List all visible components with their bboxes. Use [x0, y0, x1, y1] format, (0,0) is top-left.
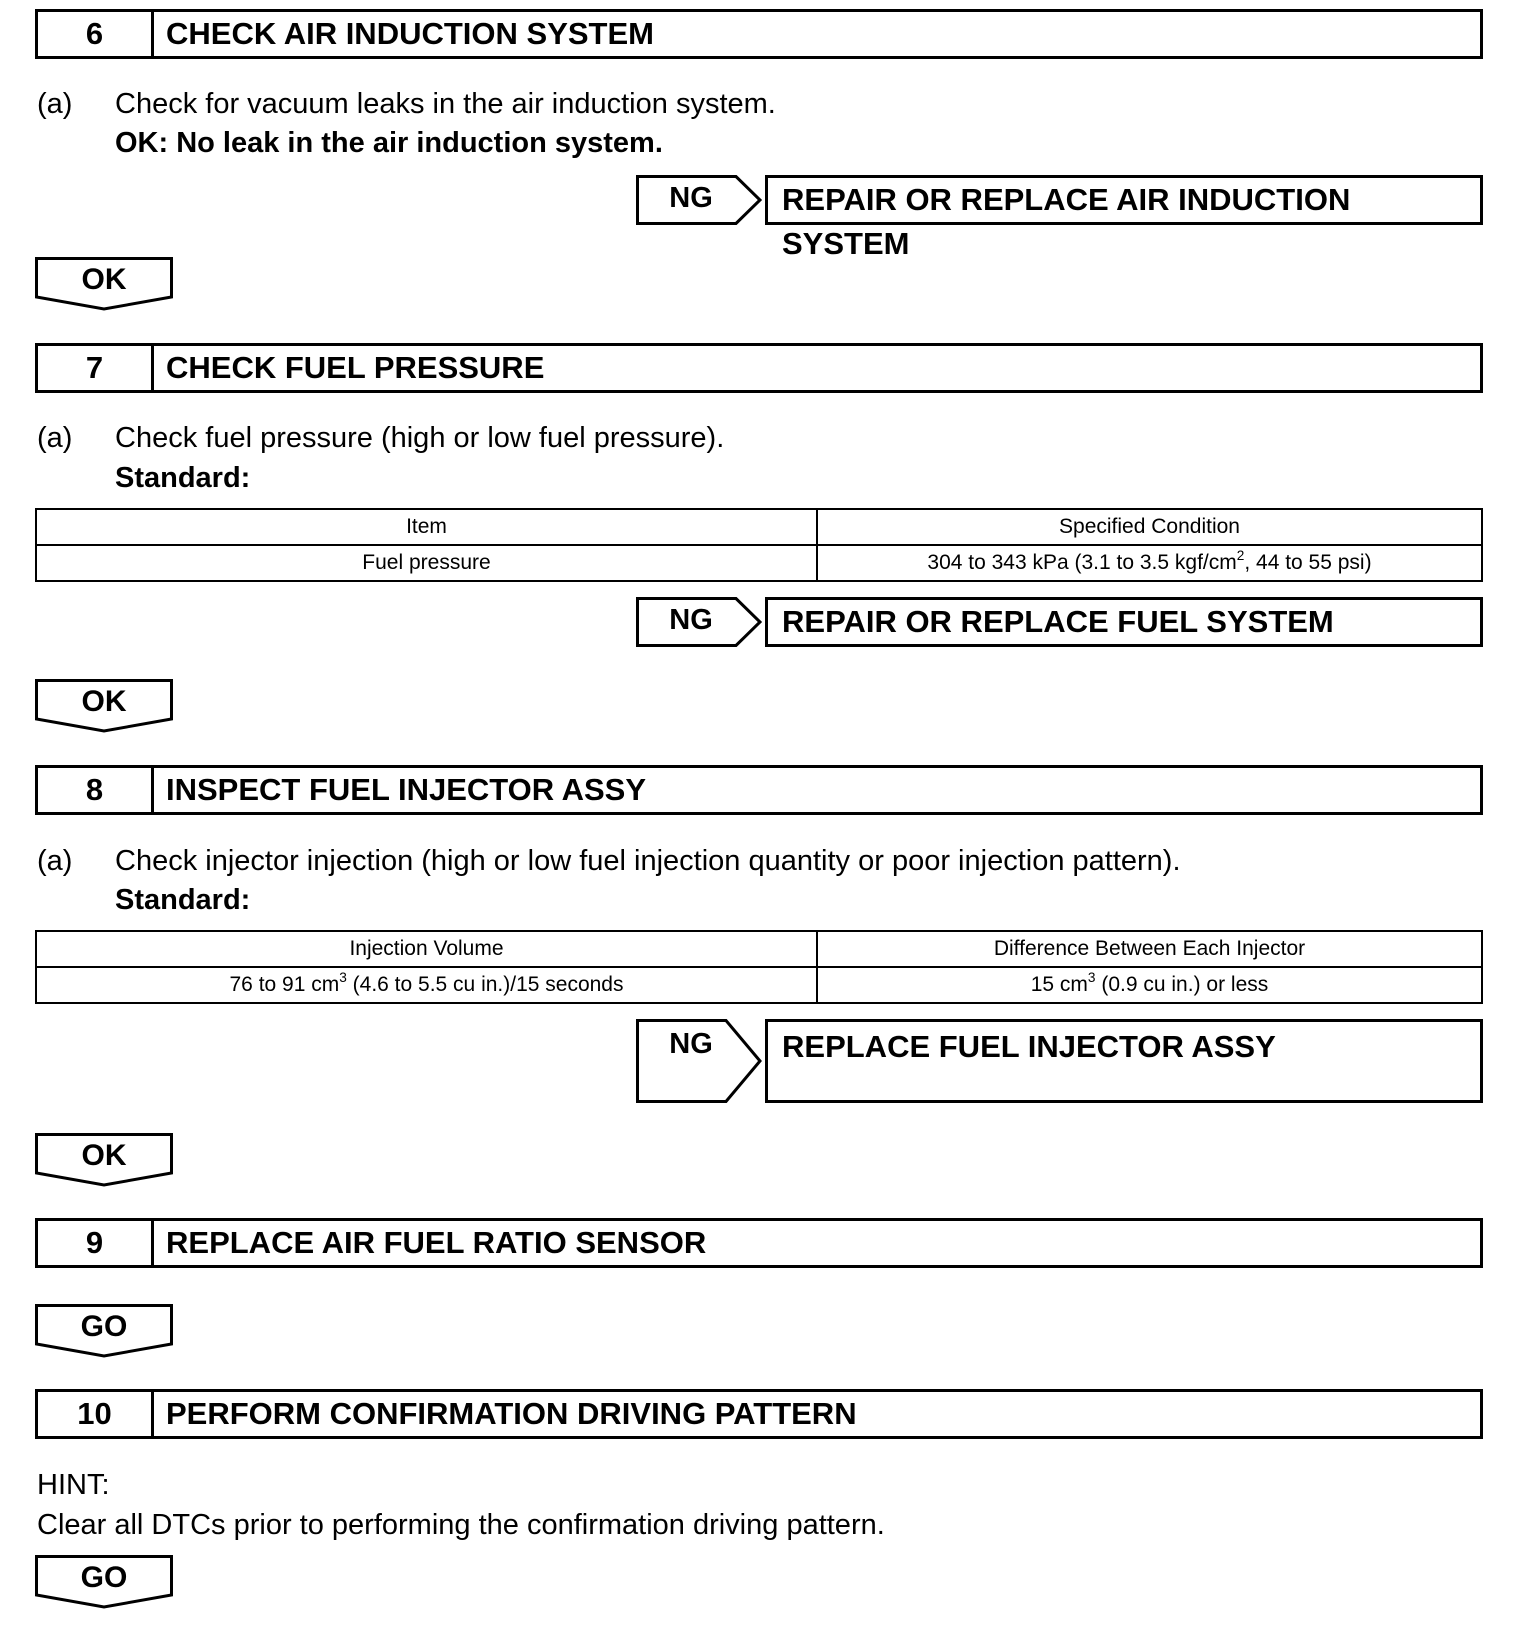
step-number: 7: [38, 346, 154, 390]
value-text: 76 to 91 cm: [229, 973, 340, 996]
standard-label: Standard:: [115, 884, 251, 916]
ok-button[interactable]: [35, 257, 173, 311]
table-header: Item: [36, 509, 817, 545]
step-title: REPLACE AIR FUEL RATIO SENSOR: [166, 1225, 707, 1260]
go-button[interactable]: [35, 1555, 173, 1609]
table-header-row: [36, 509, 1482, 545]
table-header: Difference Between Each Injector: [817, 931, 1482, 967]
superscript: 3: [1087, 970, 1096, 985]
step-10-header: [35, 1389, 1483, 1439]
ng-action-box: REPLACE FUEL INJECTOR ASSY: [765, 1019, 1483, 1103]
instruction-text: Check fuel pressure (high or low fuel pressure).: [115, 422, 725, 454]
superscript: 2: [1236, 548, 1245, 563]
value-text: 15 cm: [1030, 973, 1088, 996]
ng-action-box: REPAIR OR REPLACE AIR INDUCTION SYSTEM: [765, 175, 1483, 225]
ng-branch-tag[interactable]: [636, 597, 762, 647]
go-label: GO: [80, 1561, 128, 1594]
value-text: (0.9 cu in.) or less: [1095, 973, 1269, 996]
go-button[interactable]: [35, 1304, 173, 1358]
ok-button[interactable]: [35, 679, 173, 733]
ng-branch-tag[interactable]: [636, 1019, 762, 1103]
hint-label: HINT:: [37, 1469, 110, 1501]
step-9-header: [35, 1218, 1483, 1268]
step-title: INSPECT FUEL INJECTOR ASSY: [166, 772, 647, 807]
step-title: CHECK AIR INDUCTION SYSTEM: [166, 16, 654, 51]
ok-button[interactable]: [35, 1133, 173, 1187]
ok-label: OK: [81, 1139, 127, 1172]
sub-label: (a): [37, 88, 73, 120]
table-cell: [36, 967, 817, 1003]
sub-label: (a): [37, 422, 73, 454]
step-number: 10: [38, 1392, 154, 1436]
step-number: 6: [38, 12, 154, 56]
table-cell: Fuel pressure: [36, 545, 817, 581]
step-6-header: [35, 9, 1483, 59]
ng-label: NG: [669, 604, 713, 636]
table-header: Specified Condition: [817, 509, 1482, 545]
table-row: [36, 967, 1482, 1003]
spec-table: [35, 508, 1483, 582]
table-row: [36, 545, 1482, 581]
step-8-header: [35, 765, 1483, 815]
ng-action-box: REPAIR OR REPLACE FUEL SYSTEM: [765, 597, 1483, 647]
table-header: Injection Volume: [36, 931, 817, 967]
go-label: GO: [80, 1310, 128, 1343]
ng-label: NG: [669, 182, 713, 214]
value-text: (4.6 to 5.5 cu in.)/15 seconds: [346, 973, 624, 996]
sub-label: (a): [37, 845, 73, 877]
value-text: 304 to 343 kPa (3.1 to 3.5 kgf/cm: [927, 551, 1237, 574]
instruction-text: Check for vacuum leaks in the air induction system.: [115, 88, 776, 120]
value-text: , 44 to 55 psi): [1244, 551, 1372, 574]
table-cell: [817, 967, 1482, 1003]
hint-text: Clear all DTCs prior to performing the confirmation driving pattern.: [37, 1509, 885, 1541]
step-number: 8: [38, 768, 154, 812]
ok-label: OK: [81, 685, 127, 718]
spec-table: [35, 930, 1483, 1004]
ng-label: NG: [669, 1028, 713, 1060]
ok-condition: OK: No leak in the air induction system.: [115, 127, 663, 159]
ng-branch-tag[interactable]: [636, 175, 762, 225]
step-title: PERFORM CONFIRMATION DRIVING PATTERN: [166, 1396, 857, 1431]
table-cell: [817, 545, 1482, 581]
ok-label: OK: [81, 263, 127, 296]
step-number: 9: [38, 1221, 154, 1265]
step-7-header: [35, 343, 1483, 393]
superscript: 3: [339, 970, 347, 985]
step-title: CHECK FUEL PRESSURE: [166, 350, 545, 385]
instruction-text: Check injector injection (high or low fuel injection quantity or poor injection pattern).: [115, 845, 1181, 877]
standard-label: Standard:: [115, 462, 251, 494]
table-header-row: [36, 931, 1482, 967]
